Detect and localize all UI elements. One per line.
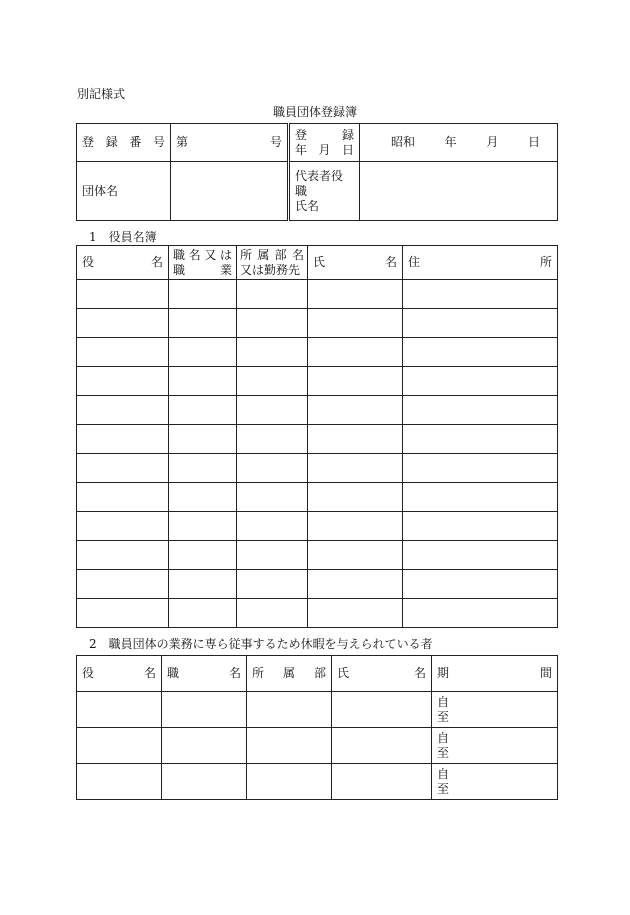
table-cell[interactable] xyxy=(247,692,332,728)
table-cell[interactable] xyxy=(403,280,558,309)
header-char: 属 xyxy=(257,247,270,262)
table-cell[interactable] xyxy=(308,309,403,338)
header-job xyxy=(162,656,247,692)
header-char: は xyxy=(219,247,232,262)
table-row xyxy=(77,512,558,541)
table-cell[interactable] xyxy=(237,367,308,396)
header-position xyxy=(77,656,162,692)
header-char: 名 xyxy=(188,247,201,262)
table-cell[interactable] xyxy=(77,483,169,512)
table-cell[interactable] xyxy=(169,367,237,396)
header-char: 名 xyxy=(228,666,241,680)
table-cell[interactable] xyxy=(403,541,558,570)
table-cell[interactable] xyxy=(77,764,162,800)
reg-date-char: 登 xyxy=(295,127,308,142)
table-cell[interactable] xyxy=(77,454,169,483)
header-char: 名 xyxy=(291,247,304,262)
table-row xyxy=(77,309,558,338)
header-char: 名 xyxy=(143,666,156,680)
section1-heading: 1 役員名簿 xyxy=(89,230,157,244)
registration-date-field[interactable] xyxy=(360,124,558,162)
day-label: 日 xyxy=(527,135,540,149)
table-cell[interactable] xyxy=(237,541,308,570)
table-row xyxy=(77,599,558,628)
header-dept-line2: 又は勤務先 xyxy=(240,262,301,277)
header-char: 職 xyxy=(173,262,186,277)
table-cell[interactable] xyxy=(237,570,308,599)
header-char: 氏 xyxy=(313,255,326,269)
table-cell[interactable] xyxy=(237,396,308,425)
table-cell[interactable] xyxy=(77,280,169,309)
registration-table xyxy=(76,123,558,221)
table-cell[interactable] xyxy=(308,454,403,483)
table-cell[interactable] xyxy=(308,512,403,541)
table-cell[interactable] xyxy=(237,280,308,309)
org-name-field[interactable] xyxy=(171,162,289,221)
header-char: 部 xyxy=(313,666,326,680)
number-prefix: 第 xyxy=(176,135,189,149)
table-cell[interactable] xyxy=(247,728,332,764)
table-cell[interactable] xyxy=(308,541,403,570)
table-cell[interactable] xyxy=(77,512,169,541)
header-char: 住 xyxy=(408,255,421,269)
header-char: 又 xyxy=(204,247,217,262)
header-char: 業 xyxy=(219,262,232,277)
period-cell[interactable] xyxy=(432,764,558,800)
form-label: 別記様式 xyxy=(77,87,126,101)
table-cell[interactable] xyxy=(403,599,558,628)
table-cell[interactable] xyxy=(308,599,403,628)
table-cell[interactable] xyxy=(308,425,403,454)
registration-date-label xyxy=(289,124,360,162)
header-char: 所 xyxy=(539,255,552,269)
period-cell[interactable] xyxy=(432,728,558,764)
table-cell[interactable] xyxy=(162,728,247,764)
reg-num-char: 録 xyxy=(105,135,118,149)
table-row xyxy=(77,396,558,425)
header-char: 間 xyxy=(539,666,552,680)
table-row xyxy=(77,483,558,512)
table-cell[interactable] xyxy=(169,483,237,512)
period-cell[interactable] xyxy=(432,692,558,728)
reg-num-char: 番 xyxy=(129,135,142,149)
year-label: 年 xyxy=(444,135,457,149)
table-cell[interactable] xyxy=(77,338,169,367)
table-cell[interactable] xyxy=(308,396,403,425)
table-row xyxy=(77,454,558,483)
table-row xyxy=(77,570,558,599)
table-cell[interactable] xyxy=(403,483,558,512)
table-cell[interactable] xyxy=(162,764,247,800)
table-cell[interactable] xyxy=(308,483,403,512)
table-cell[interactable] xyxy=(169,280,237,309)
table-row xyxy=(77,338,558,367)
representative-field[interactable] xyxy=(360,162,558,221)
reg-date-char: 録 xyxy=(341,127,354,142)
header-char: 名 xyxy=(150,255,163,269)
header-department xyxy=(247,656,332,692)
table-cell[interactable] xyxy=(403,512,558,541)
table-cell[interactable] xyxy=(237,309,308,338)
table-cell[interactable] xyxy=(332,692,432,728)
table-row xyxy=(77,764,558,800)
table-cell[interactable] xyxy=(77,599,169,628)
table-cell[interactable] xyxy=(237,512,308,541)
header-char: 役 xyxy=(82,255,95,269)
table-cell[interactable] xyxy=(77,309,169,338)
header-address xyxy=(403,246,558,280)
header-position xyxy=(77,246,169,280)
table-cell[interactable] xyxy=(77,396,169,425)
table-cell[interactable] xyxy=(237,338,308,367)
period-from-label: 自 xyxy=(437,766,450,781)
period-to-label: 至 xyxy=(437,709,450,724)
period-from-label: 自 xyxy=(437,694,450,709)
table-row xyxy=(77,728,558,764)
table-cell[interactable] xyxy=(169,512,237,541)
header-char: 所 xyxy=(252,666,265,680)
table-cell[interactable] xyxy=(332,728,432,764)
period-from-label: 自 xyxy=(437,730,450,745)
table-cell[interactable] xyxy=(169,425,237,454)
table-cell[interactable] xyxy=(308,338,403,367)
header-char: 所 xyxy=(240,247,253,262)
header-char: 期 xyxy=(437,666,450,680)
header-char: 名 xyxy=(384,255,397,269)
period-to-label: 至 xyxy=(437,781,450,796)
table-cell[interactable] xyxy=(169,309,237,338)
table-cell[interactable] xyxy=(169,541,237,570)
table-cell[interactable] xyxy=(237,454,308,483)
page-title: 職員団体登録簿 xyxy=(272,105,357,119)
leave-table xyxy=(76,655,558,800)
reg-num-char: 登 xyxy=(82,135,95,149)
table-cell[interactable] xyxy=(169,599,237,628)
table-cell[interactable] xyxy=(403,396,558,425)
table-cell[interactable] xyxy=(77,541,169,570)
header-name xyxy=(332,656,432,692)
org-name-label: 団体名 xyxy=(77,162,171,221)
registration-number-label xyxy=(77,124,171,162)
table-cell[interactable] xyxy=(308,367,403,396)
table-cell[interactable] xyxy=(169,570,237,599)
table-cell[interactable] xyxy=(169,454,237,483)
table-cell[interactable] xyxy=(308,280,403,309)
era-label: 昭和 xyxy=(391,135,416,149)
table-cell[interactable] xyxy=(237,599,308,628)
table-cell[interactable] xyxy=(77,367,169,396)
table-cell[interactable] xyxy=(403,570,558,599)
table-cell[interactable] xyxy=(77,425,169,454)
table-row xyxy=(77,425,558,454)
table-cell[interactable] xyxy=(403,338,558,367)
month-label: 月 xyxy=(486,135,499,149)
header-char: 職 xyxy=(167,666,180,680)
registration-number-field[interactable] xyxy=(171,124,289,162)
table-cell[interactable] xyxy=(237,425,308,454)
header-char: 役 xyxy=(82,666,95,680)
table-cell[interactable] xyxy=(247,764,332,800)
reg-date-char: 年 xyxy=(295,142,308,157)
representative-label xyxy=(289,162,360,221)
officers-table xyxy=(76,245,558,628)
header-char: 職 xyxy=(173,247,186,262)
table-cell[interactable] xyxy=(237,483,308,512)
table-cell[interactable] xyxy=(77,728,162,764)
rep-label-line2: 氏名 xyxy=(295,198,320,213)
section2-heading: 2 職員団体の業務に専ら従事するため休暇を与えられている者 xyxy=(89,637,433,651)
header-char: 氏 xyxy=(337,666,350,680)
table-cell[interactable] xyxy=(162,692,247,728)
table-cell[interactable] xyxy=(169,338,237,367)
period-to-label: 至 xyxy=(437,745,450,760)
table-cell[interactable] xyxy=(403,454,558,483)
table-cell[interactable] xyxy=(169,396,237,425)
table-row xyxy=(77,280,558,309)
header-char: 属 xyxy=(282,666,295,680)
table-row xyxy=(77,692,558,728)
reg-num-char: 号 xyxy=(152,135,165,149)
number-suffix: 号 xyxy=(269,135,282,149)
reg-date-char: 月 xyxy=(318,142,331,157)
header-period xyxy=(432,656,558,692)
header-job xyxy=(169,246,237,280)
table-row xyxy=(77,541,558,570)
table-cell[interactable] xyxy=(77,692,162,728)
reg-date-char: 日 xyxy=(341,142,354,157)
table-cell[interactable] xyxy=(308,570,403,599)
table-cell[interactable] xyxy=(403,425,558,454)
table-row xyxy=(77,367,558,396)
table-cell[interactable] xyxy=(332,764,432,800)
table-cell[interactable] xyxy=(77,570,169,599)
rep-label-line1: 代表者役職 xyxy=(295,168,344,198)
table-cell[interactable] xyxy=(403,309,558,338)
table-cell[interactable] xyxy=(403,367,558,396)
header-department xyxy=(237,246,308,280)
header-name xyxy=(308,246,403,280)
header-char: 部 xyxy=(274,247,287,262)
header-char: 名 xyxy=(413,666,426,680)
